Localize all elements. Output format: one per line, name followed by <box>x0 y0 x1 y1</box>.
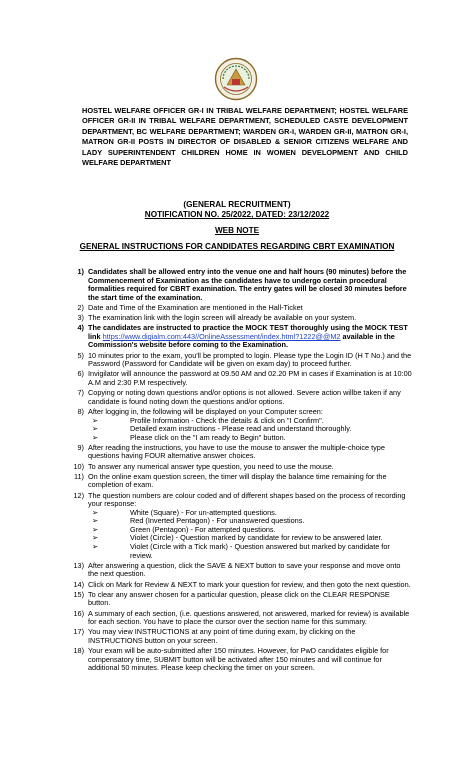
commission-seal-logo <box>214 57 258 101</box>
list-item: 2) Date and Time of the Examination are mentioned in the Hall-Ticket <box>77 302 303 312</box>
list-item: 9) After reading the instructions, you have to use the mouse to answer the multiple-choice type questions having FOUR alternative answer choices. <box>77 442 385 461</box>
list-item: 13) After answering a question, click the SAVE & NEXT button to save your response and move onto the next question. <box>73 560 401 579</box>
mock-test-link[interactable]: https://www.digialm.com:443//OnlineAssessment/index.html?1222@@M2 <box>102 331 341 341</box>
shape-sub-item: ➢ Red (Inverted Pentagon) - For unanswered questions. <box>92 516 305 526</box>
list-item: 8) After logging in, the following will be displayed on your Computer screen: ➢ Profile Information - Check the details & click on "I Confirm". ➢ Detailed exam instructions - Please read and understand thoroughly. ➢ Please click on the "I am ready to Begin" button. <box>62 408 412 442</box>
shape-sub-item: ➢ White (Square) - For un-attempted questions. <box>92 507 277 517</box>
instructions-list <box>62 268 412 674</box>
list-item: 12) The question numbers are colour coded and of different shapes based on the process of recording your response: ➢ White (Square) - For un-attempted questions. ➢ Red (Inverted Pentagon) - For unanswered questions. ➢ Green (Pentagon) - For attempted questions. ➢ Violet (Circle) - Question marked by candidate for review to be answered later. ➢ Violet (Circle with a Tick mark) - Question answered but marked by candidate for review. <box>62 492 412 560</box>
document-heading: HOSTEL WELFARE OFFICER GR-I IN TRIBAL WELFARE DEPARTMENT; HOSTEL WELFARE OFFICER GR-II IN TRIBAL WELFARE DEPARTMENT, SCHEDULED CASTE DEVELOPMENT DEPARTMENT, BC WELFARE DEPARTMENT; WARDEN GR-I, WARDEN GR-II, MATRON GR-I, MATRON GR-II POSTS IN DIRECTOR OF DISABLED & SENIOR CITIZENS WELFARE AND LADY SUPERINTENDENT CHILDREN HOME IN WOMEN DEVELOPMENT AND CHILD WELFARE DEPARTMENT <box>82 106 408 168</box>
list-item: 4) The candidates are instructed to practice the MOCK TEST thoroughly using the MOCK TEST link https://www.digialm.com:443//OnlineAssessment/index.html?1222@@M2 available in the Commission's website before coming to the Examination. <box>77 323 408 350</box>
list-item: 16) A summary of each section, (i.e. questions answered, not answered, marked for review) is available for each section. You have to place the cursor over the section name for this summary. <box>73 608 410 627</box>
screen-sub-item: ➢ Profile Information - Check the details & click on "I Confirm". <box>92 415 324 425</box>
instructions-heading: GENERAL INSTRUCTIONS FOR CANDIDATES REGARDING CBRT EXAMINATION <box>79 242 395 251</box>
list-item: 11) On the online exam question screen, the timer will display the balance time remaining for the completion of exam. <box>73 471 387 490</box>
list-item: 15) To clear any answer chosen for a particular question, please click on the CLEAR RESPONSE button. <box>73 589 390 608</box>
shape-sub-item: ➢ Green (Pentagon) - For attempted questions. <box>92 524 276 534</box>
shape-sub-item: ➢ Violet (Circle) - Question marked by candidate for review to be answered later. <box>92 533 383 543</box>
list-item: 14) Click on Mark for Review & NEXT to mark your question for review, and then goto the next question. <box>73 579 411 589</box>
shape-sub-item: ➢ Violet (Circle with a Tick mark) - Question answered but marked by candidate for review. <box>92 541 390 560</box>
screen-sub-item: ➢ Detailed exam instructions - Please read and understand thoroughly. <box>92 424 352 434</box>
web-note-heading: WEB NOTE <box>214 226 260 235</box>
list-item: 7) Copying or noting down questions and/or options is not allowed. Severe action willbe taken if any candidate is found noting down the questions and/or options. <box>77 388 401 406</box>
notification-number: NOTIFICATION NO. 25/2022, DATED: 23/12/2022 <box>144 210 330 219</box>
list-item: 6) Invigilator will announce the password at 09.50 AM and 02.20 PM in cases if Examination is at 10:00 A.M and 2:30 P.M respectively. <box>77 369 412 387</box>
list-item: 3) The examination link with the login screen will already be available on your system. <box>77 313 357 323</box>
list-item: 10) To answer any numerical answer type question, you need to use the mouse. <box>73 461 334 471</box>
list-item: 5) 10 minutes prior to the exam, you'll be prompted to login. Please type the Login ID (H T No.) and the Password (Password for Candidate will be given on exam day) to proceed further. <box>77 350 412 369</box>
list-item: 17) You may view INSTRUCTIONS at any point of time during exam, by clicking on the INSTRUCTIONS button on your screen. <box>73 627 356 645</box>
screen-sub-item: ➢ Please click on the "I am ready to Begin" button. <box>92 432 286 442</box>
recruitment-type: (GENERAL RECRUITMENT) <box>183 200 291 209</box>
list-item: 18) Your exam will be auto-submitted after 150 minutes. However, for PwD candidates eligible for compensatory time, SUBMIT button will be activated after 150 minutes and will continue for additional 50 minutes. Please keep checking the timer on your screen. <box>73 646 389 673</box>
list-item: 1) Candidates shall be allowed entry into the venue one and half hours (90 minutes) before the Commencement of Examination as the candidates have to undergo certain procedural formalities required for CBRT examination. The entry gates will be closed 30 minutes before the start time of the examination. <box>77 267 407 302</box>
